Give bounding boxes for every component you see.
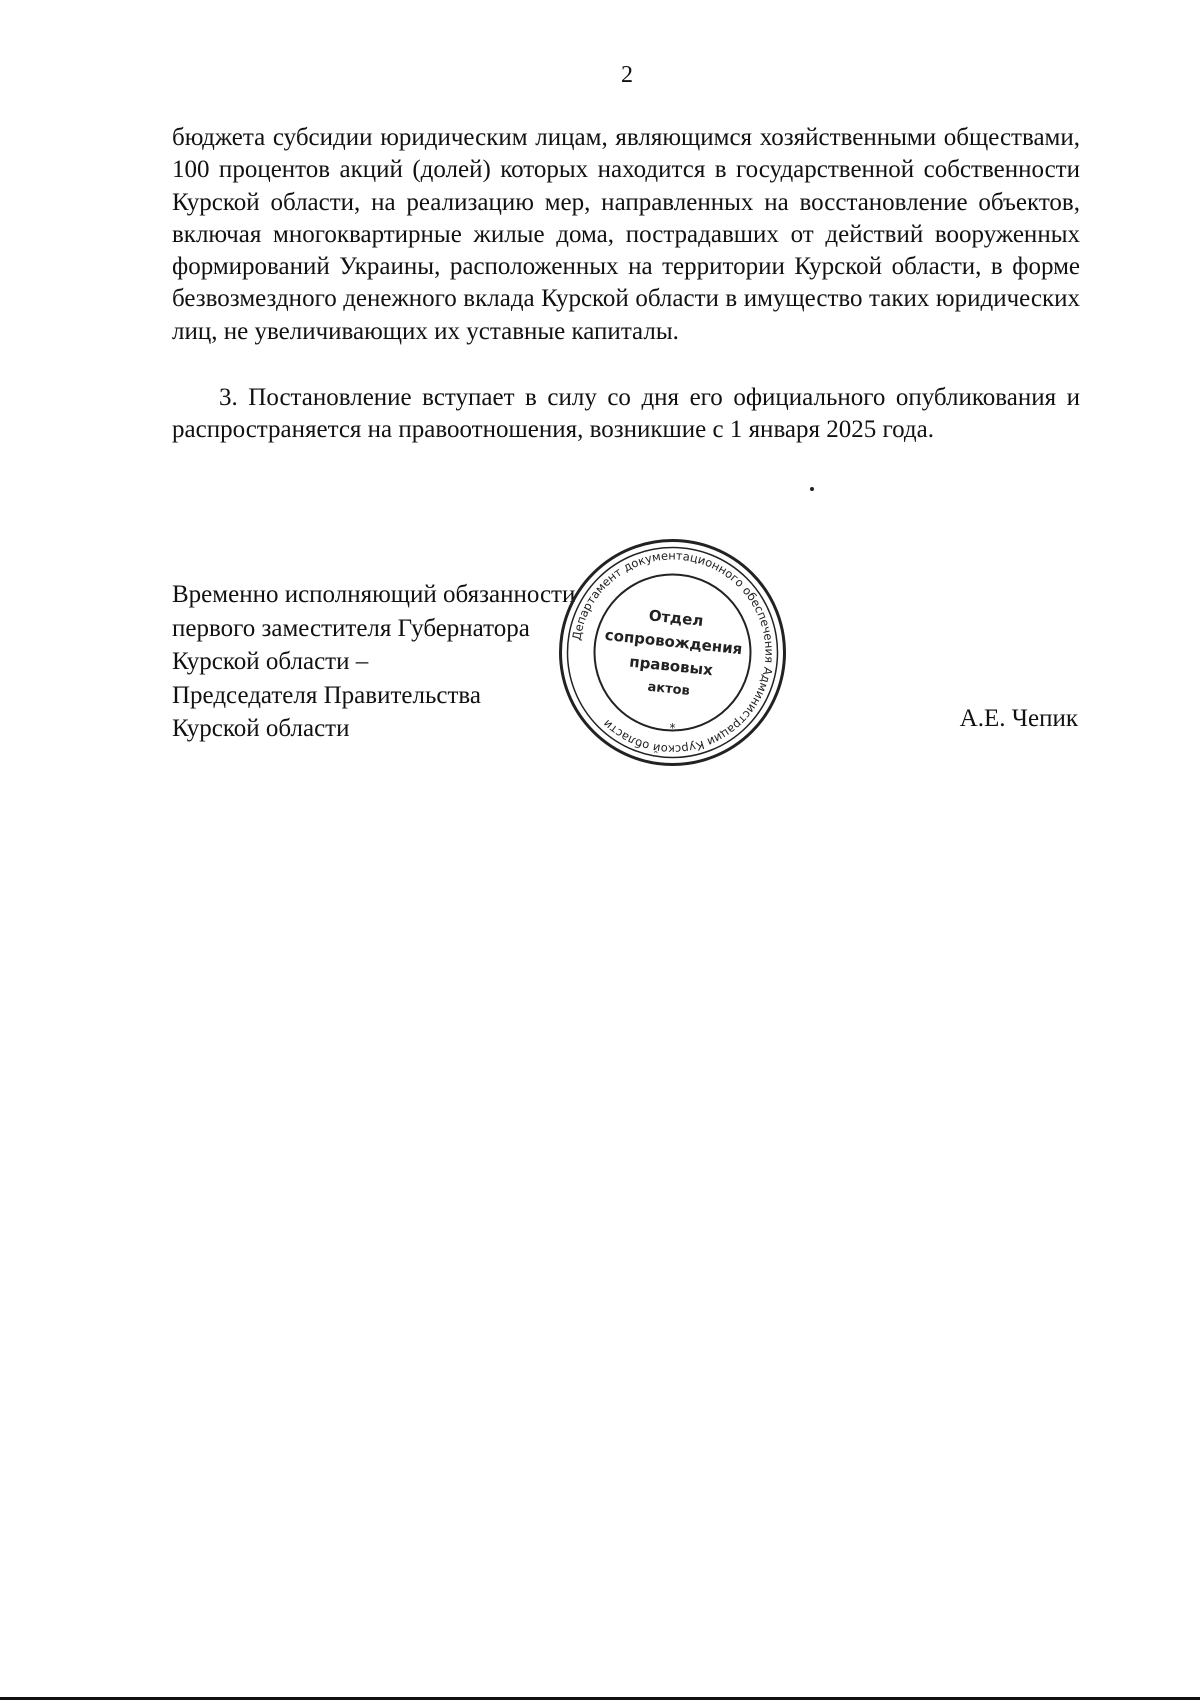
signatory-title-line: Курской области – bbox=[172, 648, 369, 675]
stamp-center-line: Отдел bbox=[647, 606, 705, 631]
stamp-center-line: актов bbox=[646, 679, 691, 699]
signatory-title-line: Председателя Правительства bbox=[172, 681, 481, 709]
official-stamp bbox=[555, 535, 790, 770]
stamp-center-line: сопровождения bbox=[603, 625, 744, 659]
ink-dot bbox=[810, 487, 814, 491]
stamp-graphic bbox=[555, 535, 790, 770]
stamp-ring-textpath: Департамент документационного обеспечения Администрации Курской области bbox=[569, 548, 777, 757]
body-paragraph-2: 3. Постановление вступает в силу со дня его официального опубликования и распространяется на правоотношения, возникшие с 1 января 2025 года. bbox=[172, 384, 1080, 444]
signatory-title-line: первого заместителя Губернатора bbox=[172, 614, 530, 642]
body-paragraph-1: бюджета субсидии юридическим лицам, являющимся хозяйственными обществами, 100 процентов акций (долей) которых находится в государственной собственности Курской области, на реализацию мер, направленных на восстановление объектов, включая многоквартирные жилые дома, пострадавших от действий вооруженных формирований Украины, расположенных на территории Курской области, в форме безвозмездного денежного вклада Курской области в имущество таких юридических лиц, не увеличивающих их уставные капиталы. bbox=[172, 124, 1080, 345]
signatory-name: А.Е. Чепик bbox=[959, 705, 1078, 732]
page-bottom-edge bbox=[0, 1697, 1200, 1700]
signatory-title bbox=[172, 578, 575, 746]
signatory-title-line: Курской области bbox=[172, 715, 350, 742]
page-number: 2 bbox=[621, 62, 633, 88]
stamp-center-line: правовых bbox=[628, 652, 714, 680]
stamp-star: * bbox=[669, 721, 676, 735]
signatory-title-line: Временно исполняющий обязанности bbox=[172, 581, 576, 608]
